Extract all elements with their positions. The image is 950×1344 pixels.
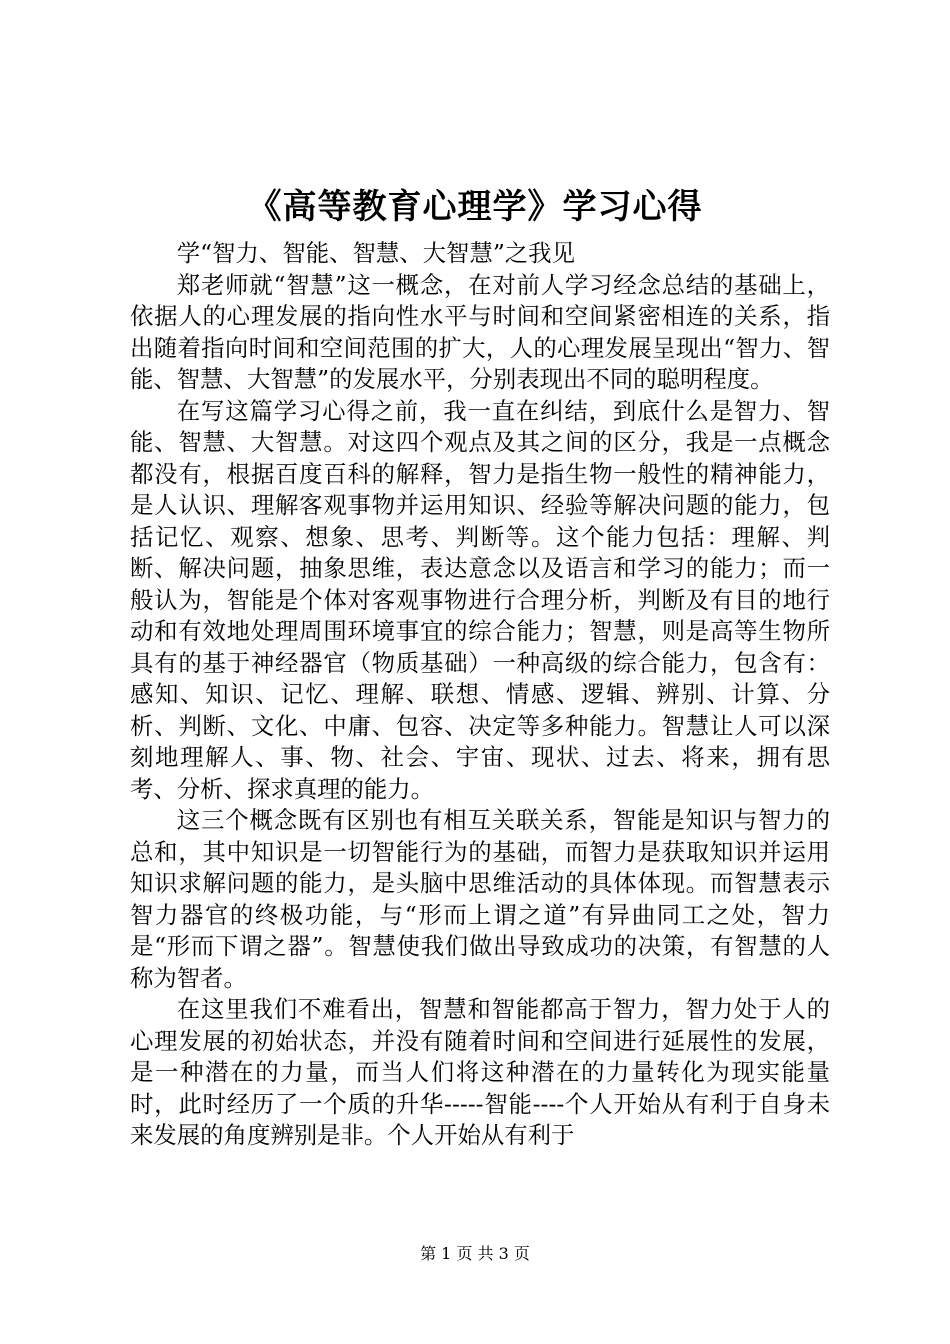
body-paragraph: 在这里我们不难看出，智慧和智能都高于智力，智力处于人的心理发展的初始状态，并没有随着时间和空间进行延展性的发展，是一种潜在的力量，而当人们将这种潜在的力量转化为现实能量时，此时经历了一个质的升华-----智能----个人开始从有利于自身未来发展的角度辨别是非。个人开始从有利于 — [130, 995, 830, 1149]
document-body — [130, 238, 830, 1152]
page-number-footer: 第 1 页 共 3 页 — [420, 1244, 530, 1263]
document-title: 《高等教育心理学》学习心得 — [247, 187, 703, 227]
body-paragraph: 郑老师就“智慧”这一概念，在对前人学习经念总结的基础上，依据人的心理发展的指向性水平与时间和空间紧密相连的关系，指出随着指向时间和空间范围的扩大，人的心理发展呈现出“智力、智能、智慧、大智慧”的发展水平，分别表现出不同的聪明程度。 — [130, 270, 830, 393]
body-paragraph: 在写这篇学习心得之前，我一直在纠结，到底什么是智力、智能、智慧、大智慧。对这四个观点及其之间的区分，我是一点概念都没有，根据百度百科的解释，智力是指生物一般性的精神能力，是人认识、理解客观事物并运用知识、经验等解决问题的能力，包括记忆、观察、想象、思考、判断等。这个能力包括：理解、判断、解决问题，抽象思维，表达意念以及语言和学习的能力；而一般认为，智能是个体对客观事物进行合理分析，判断及有目的地行动和有效地处理周围环境事宜的综合能力；智慧，则是高等生物所具有的基于神经器官（物质基础）一种高级的综合能力，包含有：感知、知识、记忆、理解、联想、情感、逻辑、辨别、计算、分析、判断、文化、中庸、包容、决定等多种能力。智慧让人可以深刻地理解人、事、物、社会、宇宙、现状、过去、将来，拥有思考、分析、探求真理的能力。 — [130, 396, 830, 803]
body-paragraph: 这三个概念既有区别也有相互关联关系，智能是知识与智力的总和，其中知识是一切智能行为的基础，而智力是获取知识并运用知识求解问题的能力，是头脑中思维活动的具体体现。而智慧表示智力器官的终极功能，与“形而上谓之道”有异曲同工之处，智力是“形而下谓之器”。智慧使我们做出导致成功的决策，有智慧的人称为智者。 — [130, 806, 830, 992]
subtitle-paragraph: 学“智力、智能、智慧、大智慧”之我见 — [176, 239, 575, 267]
